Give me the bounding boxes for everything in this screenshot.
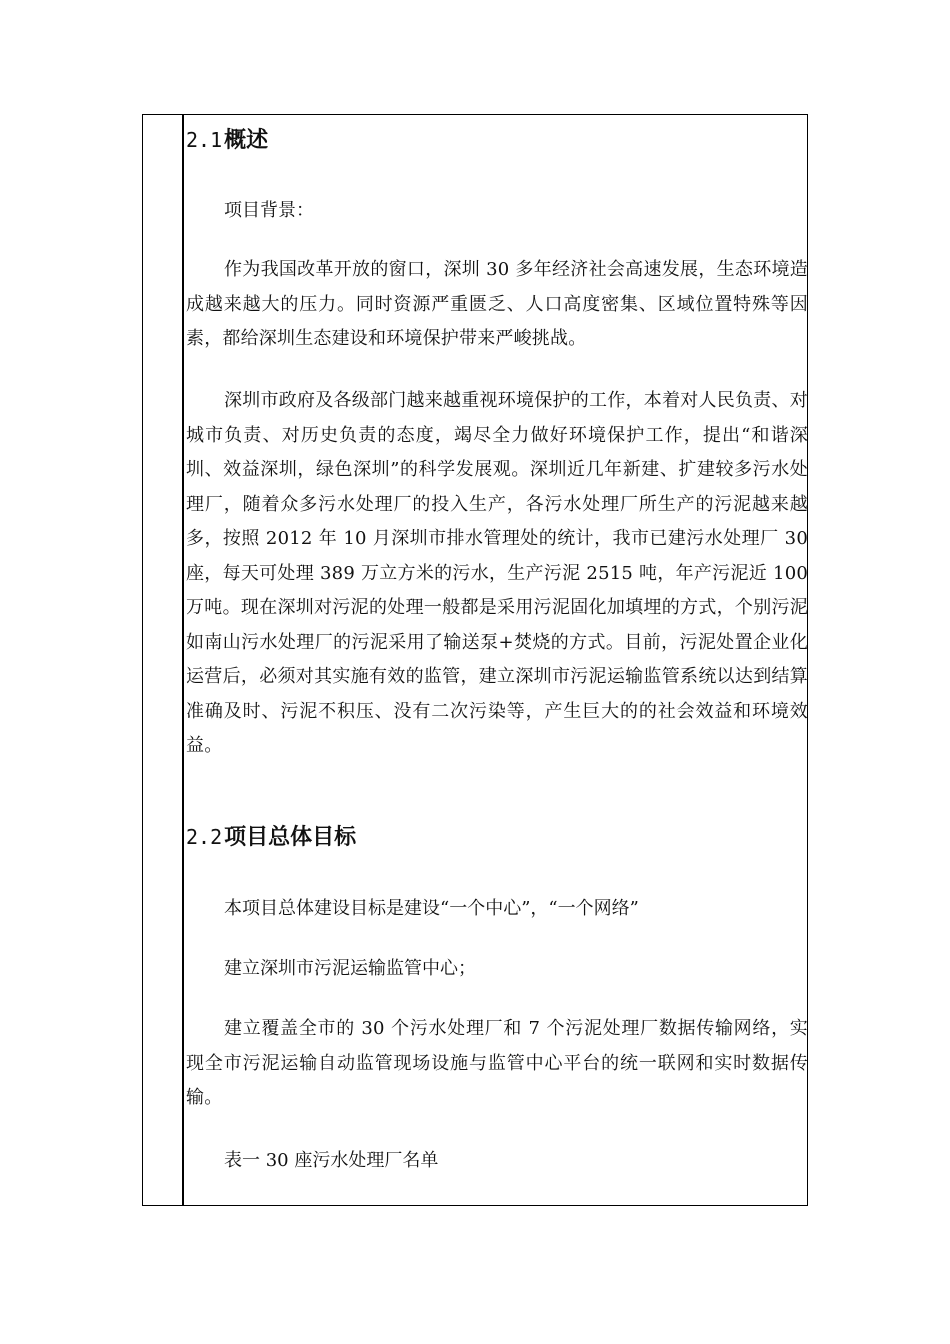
section-number: 2.2	[186, 825, 223, 849]
section-number: 2.1	[186, 128, 223, 152]
section-heading-2-1	[186, 125, 268, 156]
table-caption: 表一 30 座污水处理厂名单	[224, 1150, 439, 1171]
table-column-divider	[182, 114, 184, 1206]
section-title: 项目总体目标	[224, 825, 357, 850]
section-title: 概述	[224, 128, 269, 153]
background-label: 项目背景：	[224, 200, 314, 221]
section-heading-2-2	[186, 822, 356, 853]
paragraph-background-1: 作为我国改革开放的窗口，深圳 30 多年经济社会高速发展，生态环境造成越来越大的压力。同时资源严重匮乏、人口高度密集、区域位置特殊等因素，都给深圳生态建设和环境保护带来严峻挑战。	[186, 259, 808, 349]
goal-item-2: 建立覆盖全市的 30 个污水处理厂和 7 个污泥处理厂数据传输网络，实现全市污泥运输自动监管现场设施与监管中心平台的统一联网和实时数据传输。	[186, 1018, 808, 1108]
goal-item-1: 建立深圳市污泥运输监管中心；	[224, 958, 476, 979]
paragraph-background-2: 深圳市政府及各级部门越来越重视环境保护的工作，本着对人民负责、对城市负责、对历史负责的态度，竭尽全力做好环境保护工作，提出“和谐深圳、效益深圳，绿色深圳”的科学发展观。深圳近几年新建、扩建较多污水处理厂，随着众多污水处理厂的投入生产，各污水处理厂所生产的污泥越来越多，按照 2012 年 10 月深圳市排水管理处的统计，我市已建污水处理厂 30 座，每天可处理 389 万立方米的污水，生产污泥 2515 吨，年产污泥近 100 万吨。现在深圳对污泥的处理一般都是采用污泥固化加填埋的方式，个别污泥如南山污水处理厂的污泥采用了输送泵+焚烧的方式。目前，污泥处置企业化运营后，必须对其实施有效的监管，建立深圳市污泥运输监管系统以达到结算准确及时、污泥不积压、没有二次污染等，产生巨大的的社会效益和环境效益。	[186, 390, 808, 756]
goal-intro: 本项目总体建设目标是建设“一个中心”，“一个网络”	[224, 898, 639, 919]
